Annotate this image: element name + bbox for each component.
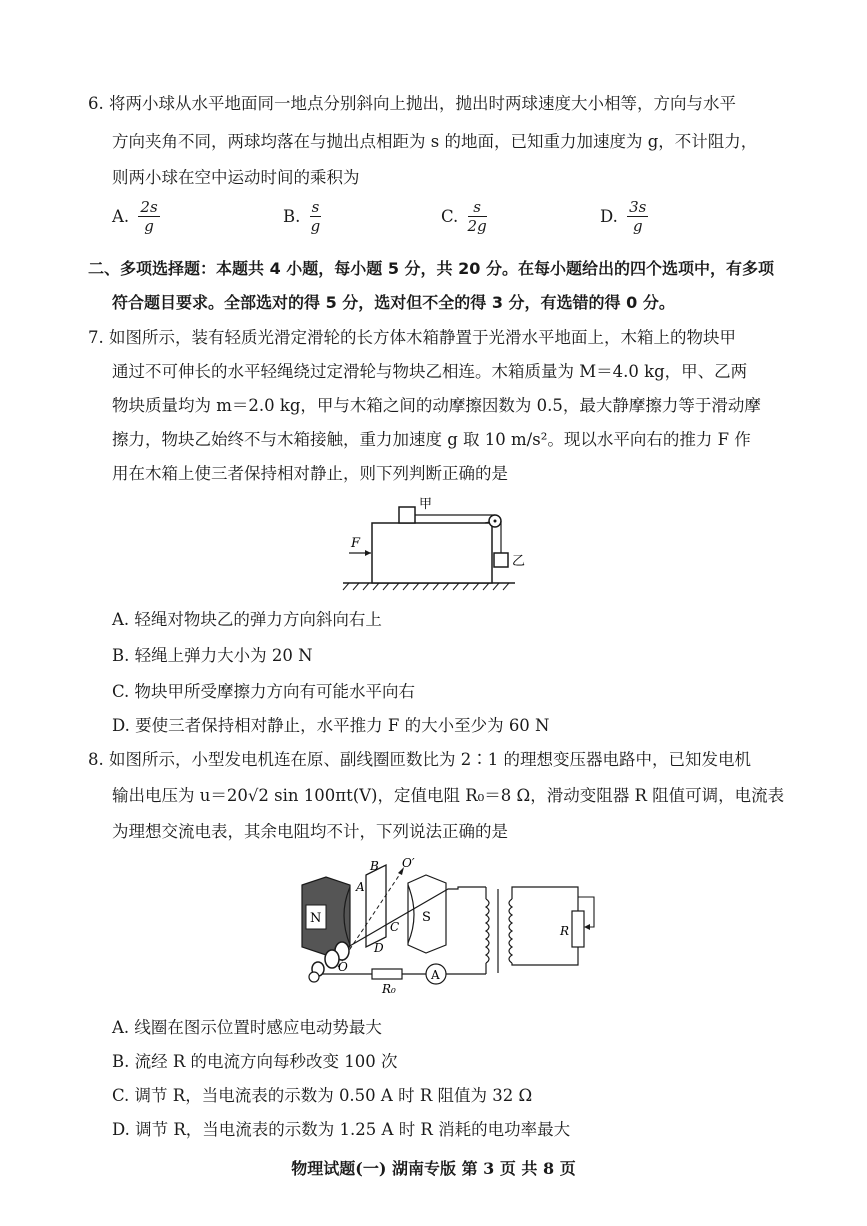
numerator: s: [468, 198, 487, 217]
q6-option-d: [600, 198, 648, 235]
fraction: [310, 198, 322, 235]
q7-figure-box-pulley: [335, 495, 545, 595]
denominator: 2g: [467, 217, 487, 235]
label-yi: 乙: [512, 554, 526, 569]
fraction: [138, 198, 159, 235]
label-D: D: [374, 941, 384, 955]
label-N: N: [310, 911, 322, 926]
label-O-prime: O′: [402, 856, 415, 870]
label-S: S: [422, 910, 431, 925]
label-R0: R₀: [382, 982, 396, 995]
q8-option-a: A. 线圈在图示位置时感应电动势最大: [112, 1018, 382, 1037]
option-label: B.: [283, 207, 301, 226]
q8-line-3: 为理想交流电表，其余电阻均不计，下列说法正确的是: [112, 822, 508, 841]
q6-option-b: [283, 198, 321, 235]
pulley-axle: [494, 520, 497, 523]
q6-option-a: [112, 198, 160, 235]
option-label: A.: [112, 207, 130, 226]
label-jia: 甲: [419, 497, 433, 512]
rheostat-R: [572, 911, 584, 947]
section-2-heading: 二、多项选择题：本题共 4 小题，每小题 5 分，共 20 分。在每小题给出的四个选项中，有多项: [88, 259, 774, 278]
primary-coil: [486, 899, 489, 963]
option-label: C.: [441, 207, 459, 226]
numerator: s: [311, 198, 320, 216]
label-R: R: [560, 924, 570, 938]
q8-figure-generator-circuit: [298, 855, 598, 995]
q6-line-1: 6. 将两小球从水平地面同一地点分别斜向上抛出，抛出时两球速度大小相等，方向与水平: [88, 94, 736, 113]
block-jia: [399, 507, 415, 523]
q8-line-1: 8. 如图所示，小型发电机连在原、副线圈匝数比为 2∶1 的理想变压器电路中，已知发电机: [88, 750, 751, 769]
q6-option-c: [441, 198, 487, 235]
numerator: 2s: [140, 198, 158, 216]
fraction: [627, 198, 648, 235]
fraction: [468, 198, 487, 235]
label-F: F: [351, 536, 361, 551]
denominator: g: [310, 217, 321, 235]
force-arrowhead: [365, 550, 371, 556]
q7-option-a: A. 轻绳对物块乙的弹力方向斜向右上: [112, 610, 382, 629]
resistor-R0: [372, 969, 402, 979]
q7-option-d: D. 要使三者保持相对静止，水平推力 F 的大小至少为 60 N: [112, 716, 550, 735]
q8-option-b: B. 流经 R 的电流方向每秒改变 100 次: [112, 1052, 398, 1071]
q7-line-2: 通过不可伸长的水平轻绳绕过定滑轮与物块乙相连。木箱质量为 M＝4.0 kg，甲、乙两: [112, 362, 748, 381]
q6-line-3: 则两小球在空中运动时间的乘积为: [112, 168, 360, 187]
ground-hatch: [343, 583, 509, 590]
rheostat-slider-arrow: [584, 924, 590, 930]
brush-2: [309, 972, 319, 982]
q7-line-5: 用在木箱上使三者保持相对静止，则下列判断正确的是: [112, 464, 508, 483]
denominator: g: [144, 217, 154, 235]
label-ammeter: A: [431, 968, 440, 982]
secondary-coil: [509, 899, 512, 963]
q7-line-4: 擦力，物块乙始终不与木箱接触，重力加速度 g 取 10 m/s²。现以水平向右的推力 F 作: [112, 430, 751, 449]
option-label: D.: [600, 207, 618, 226]
denominator: g: [632, 217, 643, 235]
label-C: C: [390, 920, 400, 934]
wooden-box: [372, 523, 492, 583]
q6-line-2: 方向夹角不同，两球均落在与抛出点相距为 s 的地面，已知重力加速度为 g，不计阻力，: [112, 132, 758, 151]
label-O: O: [338, 960, 348, 974]
page-footer: 物理试题(一) 湖南专版 第 3 页 共 8 页: [291, 1159, 576, 1178]
q7-line-3: 物块质量均为 m＝2.0 kg，甲与木箱之间的动摩擦因数为 0.5，最大静摩擦力等于滑动摩: [112, 396, 761, 415]
slip-ring-2: [325, 950, 339, 968]
label-B: B: [370, 859, 379, 873]
numerator: 3s: [629, 198, 647, 216]
block-yi: [494, 553, 508, 567]
q8-option-c: C. 调节 R，当电流表的示数为 0.50 A 时 R 阻值为 32 Ω: [112, 1086, 533, 1105]
q7-option-b: B. 轻绳上弹力大小为 20 N: [112, 646, 313, 665]
section-2-instructions: 符合题目要求。全部选对的得 5 分，选对但不全的得 3 分，有选错的得 0 分。: [112, 293, 675, 312]
label-A: A: [356, 880, 365, 894]
q8-option-d: D. 调节 R，当电流表的示数为 1.25 A 时 R 消耗的电功率最大: [112, 1120, 571, 1139]
q7-option-c: C. 物块甲所受摩擦力方向有可能水平向右: [112, 682, 416, 701]
q7-line-1: 7. 如图所示，装有轻质光滑定滑轮的长方体木箱静置于光滑水平地面上，木箱上的物块甲: [88, 328, 736, 347]
q8-line-2: 输出电压为 u＝20√2 sin 100πt(V)，定值电阻 R₀＝8 Ω，滑动变阻器 R 阻值可调，电流表: [112, 786, 785, 805]
